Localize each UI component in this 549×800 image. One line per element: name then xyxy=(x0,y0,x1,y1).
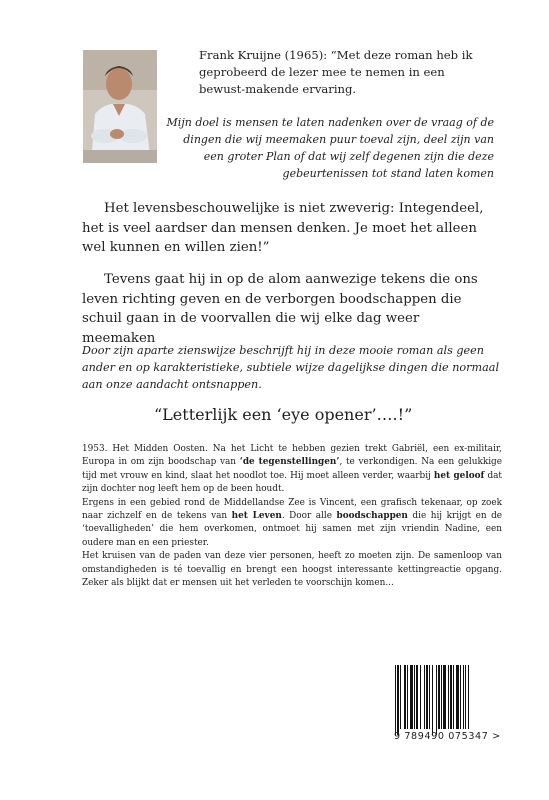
barcode-bar xyxy=(441,665,442,729)
barcode-bar xyxy=(407,665,408,729)
barcode-bar xyxy=(424,665,425,729)
barcode-bar xyxy=(438,665,440,729)
paragraph-perspective: Door zijn aparte zienswijze beschrijft hij in deze mooie roman als geen ander en op karakteristieke, subtiele wijze dagelijkse dingen die normaal aan onze aandacht ontsnappen. xyxy=(82,344,500,391)
barcode-bar xyxy=(414,665,415,729)
barcode-bar xyxy=(456,665,459,729)
barcode-bar xyxy=(410,665,413,729)
barcode-bar xyxy=(432,665,433,735)
barcode-bar xyxy=(450,665,452,729)
synopsis-paragraph: 1953. Het Midden Oosten. Na het Licht te hebben gezien trekt Gabriël, een ex-militair, Europa in om zijn boodschap van ‘de tegenstellingen’, te verkondigen. Na een gelukkige tijd met vrouw en kind, slaat het noodlot toe. Hij moet alleen verder, waarbij het geloof dat zijn dochter nog leeft hem op de been houdt. xyxy=(82,444,502,495)
barcode-bar xyxy=(443,665,446,729)
synopsis-paragraph: Het kruisen van de paden van deze vier personen, heeft zo moeten zijn. De samenloop van omstandigheden is té toevallig en brengt een hoogst interessante kettingreactie opgang. Zeker als blijkt dat er mensen uit het verleden te voorschijn komen... xyxy=(82,551,502,589)
barcode-bar xyxy=(404,665,406,729)
book-synopsis xyxy=(82,443,502,590)
isbn-number: 9 789490 075347 > xyxy=(394,731,501,742)
barcode-bar xyxy=(468,665,469,729)
barcode-bar xyxy=(448,665,449,729)
barcode-bar xyxy=(426,665,428,729)
barcode-bar xyxy=(420,665,421,729)
synopsis-paragraph: Ergens in een gebied rond de Middellandse Zee is Vincent, een grafisch tekenaar, op zoek naar zichzelf en de tekens van het Leven. Door alle boodschappen die hij krijgt en de ‘toevalligheden’ die hem overkomen, ontmoet hij samen met zijn vriendin Nadine, een oudere man en een priester. xyxy=(82,497,503,548)
barcode-bar xyxy=(460,665,461,729)
barcode-bar xyxy=(453,665,454,729)
author-photo xyxy=(83,50,157,163)
author-portrait-image xyxy=(83,50,157,163)
barcode-bar xyxy=(400,665,401,729)
author-intro-quote: Frank Kruijne (1965): “Met deze roman heb ik geprobeerd de lezer mee te nemen in een bewust-makende ervaring. xyxy=(199,48,473,96)
paragraph-signs: Tevens gaat hij in op de alom aanwezige tekens die ons leven richting geven en de verborgen boodschappen die schuil gaan in de voorvallen die wij elke dag weer meemaken xyxy=(82,272,478,346)
author-aim-quote: Mijn doel is mensen te laten nadenken over de vraag of de dingen die wij meemaken puur toeval zijn, deel zijn van een groter Plan of dat wij zelf degenen zijn die deze gebeurtenissen tot stand laten komen xyxy=(166,116,494,180)
barcode-bar xyxy=(436,665,437,735)
barcode-bar xyxy=(429,665,430,729)
paragraph-philosophy: Het levensbeschouwelijke is niet zweverig: Integendeel, het is veel aardser dan mensen denken. Je moet het alleen wel kunnen en willen zien!” xyxy=(82,201,484,255)
barcode-bar xyxy=(465,665,466,729)
barcode-bar xyxy=(395,665,396,735)
tagline-quote: “Letterlijk een ‘eye opener’….!” xyxy=(154,405,413,424)
barcode-bar xyxy=(416,665,418,729)
barcode-bar xyxy=(463,665,464,729)
barcode-bar xyxy=(397,665,399,735)
